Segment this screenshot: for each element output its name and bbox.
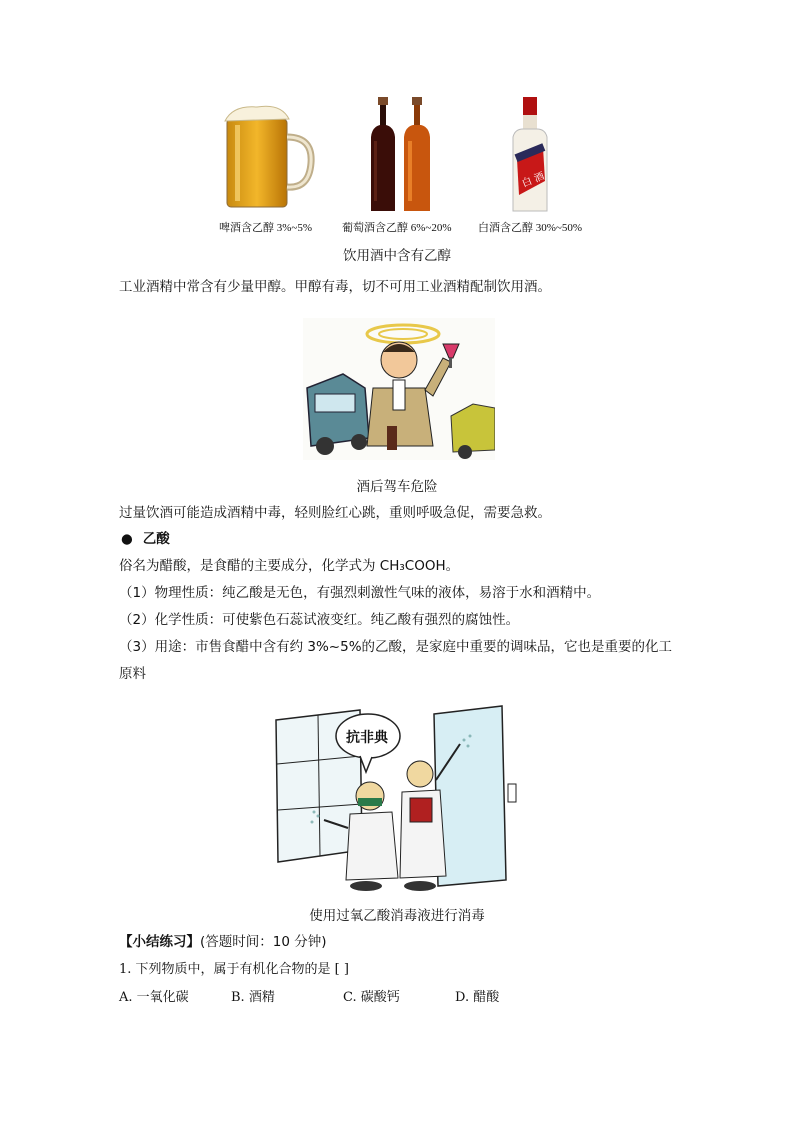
section-heading — [121, 529, 170, 549]
section-title: 乙酸 — [142, 531, 170, 547]
acetic-physical: （1）物理性质：纯乙酸是无色，有强烈刺激性气味的液体，易溶于水和酒精中。 — [119, 585, 601, 601]
figure2-caption: 酒后驾车危险 — [356, 479, 438, 495]
acetic-use-line2: 原料 — [119, 666, 146, 682]
exercise-heading-line — [119, 932, 327, 952]
beer-caption: 啤酒含乙醇 3%~5% — [219, 222, 313, 234]
exercise-heading: 【小结练习】 — [119, 934, 200, 950]
baijiu-caption: 白酒含乙醇 30%~50% — [478, 222, 583, 234]
acetic-use-line1: （3）用途：市售食醋中含有约 3%~5%的乙酸，是家庭中重要的调味品，它也是重要的化工 — [119, 639, 673, 655]
beer-mug-image — [223, 101, 315, 211]
q1-option-d: D. 醋酸 — [455, 990, 500, 1005]
speech-bubble-text: 抗非典 — [346, 730, 388, 746]
figure1-title: 饮用酒中含有乙醇 — [343, 248, 451, 264]
disinfection-cartoon — [270, 700, 524, 896]
figure3-caption: 使用过氧乙酸消毒液进行消毒 — [309, 908, 485, 924]
drunk-driving-cartoon — [303, 318, 495, 460]
question-1: 1. 下列物质中，属于有机化合物的是 [ ] — [119, 962, 349, 977]
q1-option-c: C. 碳酸钙 — [343, 990, 400, 1005]
wine-caption: 葡萄酒含乙醇 6%~20% — [342, 222, 452, 234]
acetic-chemical: （2）化学性质：可使紫色石蕊试液变红。纯乙酸有强烈的腐蚀性。 — [119, 612, 520, 628]
para-drunk: 过量饮酒可能造成酒精中毒，轻则脸红心跳，重则呼吸急促，需要急救。 — [119, 505, 551, 521]
q1-option-a: A. 一氧化碳 — [119, 990, 189, 1005]
q1-option-b: B. 酒精 — [231, 990, 275, 1005]
wine-bottles-image — [368, 97, 440, 213]
baijiu-bottle-image — [509, 97, 553, 213]
baijiu-label: 白 酒 — [520, 170, 547, 190]
exercise-time-note: (答题时间：10 分钟) — [200, 934, 327, 950]
para-methanol: 工业酒精中常含有少量甲醇。甲醇有毒，切不可用工业酒精配制饮用酒。 — [119, 279, 551, 295]
bullet-icon: ● — [121, 531, 133, 547]
figure-alcohol-drinks — [215, 95, 595, 235]
acetic-intro: 俗名为醋酸，是食醋的主要成分，化学式为 CH₃COOH。 — [119, 558, 460, 574]
